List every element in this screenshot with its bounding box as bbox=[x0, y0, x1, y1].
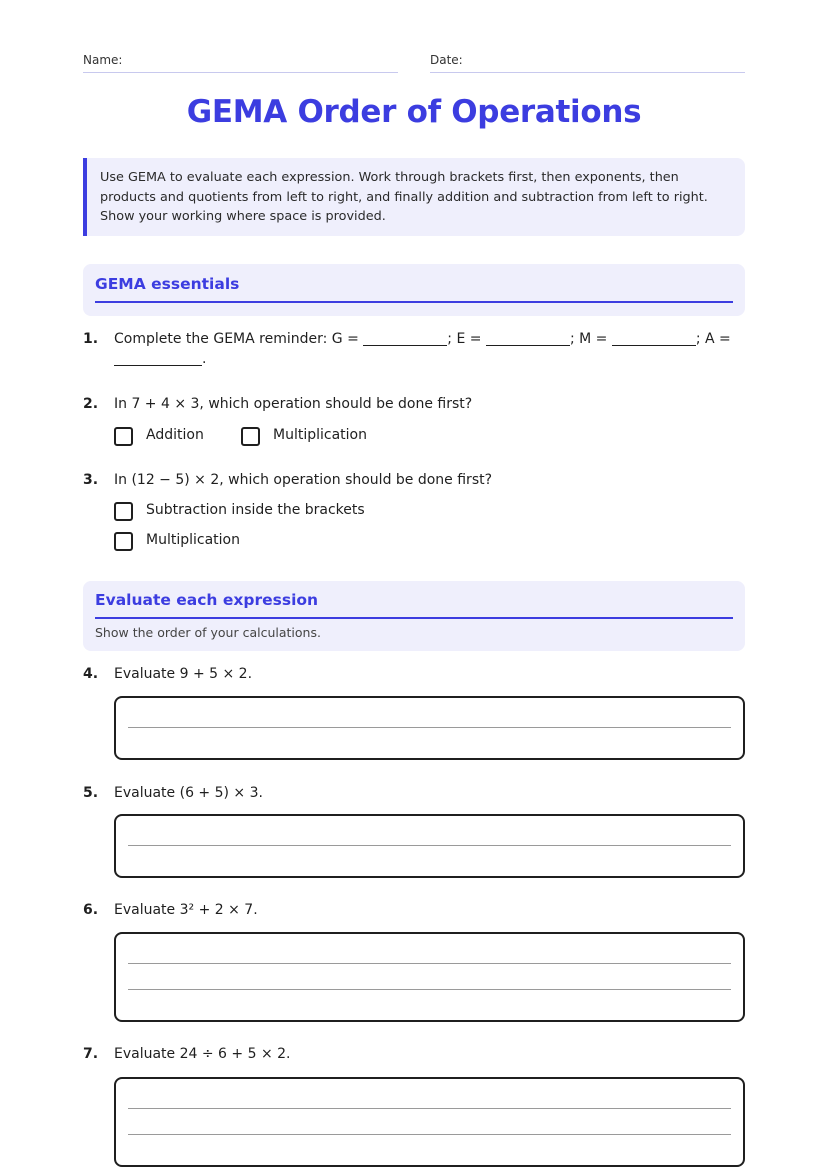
question-number: 2. bbox=[83, 396, 99, 412]
question-text-part: . bbox=[202, 351, 207, 367]
date-label: Date: bbox=[430, 53, 463, 67]
section-rule bbox=[95, 301, 733, 303]
question-number: 6. bbox=[83, 902, 99, 918]
section-header-essentials bbox=[83, 264, 745, 316]
section-title: Evaluate each expression bbox=[95, 591, 319, 609]
name-label: Name: bbox=[83, 53, 123, 67]
section-header-evaluate bbox=[83, 581, 745, 651]
instructions-box bbox=[83, 158, 745, 236]
question-number: 4. bbox=[83, 666, 99, 682]
answer-blank-g[interactable] bbox=[363, 331, 447, 346]
option-label: Subtraction inside the brackets bbox=[146, 502, 365, 518]
checkbox-multiplication[interactable] bbox=[241, 427, 260, 446]
name-field[interactable] bbox=[83, 72, 398, 73]
question-text: Evaluate 24 ÷ 6 + 5 × 2. bbox=[114, 1046, 291, 1062]
section-title: GEMA essentials bbox=[95, 275, 240, 293]
answer-box[interactable] bbox=[114, 1077, 745, 1167]
option-label: Multiplication bbox=[146, 532, 240, 548]
question-text-part: ; M = bbox=[569, 331, 608, 347]
writing-line bbox=[128, 963, 731, 964]
checkbox-subtraction[interactable] bbox=[114, 502, 133, 521]
question-1-text bbox=[114, 331, 731, 347]
instructions-text: Use GEMA to evaluate each expression. Work through brackets first, then exponents, then products and quotients from left to right, and finally addition and subtraction from left to right. Show your working where space is provided. bbox=[100, 170, 708, 225]
question-text: Evaluate (6 + 5) × 3. bbox=[114, 785, 263, 801]
writing-line bbox=[128, 1134, 731, 1135]
answer-blank-e[interactable] bbox=[486, 331, 570, 346]
writing-line bbox=[128, 1108, 731, 1109]
section-subtitle: Show the order of your calculations. bbox=[95, 625, 321, 640]
question-text-part: ; E = bbox=[447, 331, 482, 347]
date-field[interactable] bbox=[430, 72, 745, 73]
option-label: Multiplication bbox=[273, 427, 367, 443]
writing-line bbox=[128, 845, 731, 846]
question-number: 3. bbox=[83, 472, 99, 488]
question-number: 7. bbox=[83, 1046, 99, 1062]
question-text-part: ; A = bbox=[695, 331, 731, 347]
writing-line bbox=[128, 989, 731, 990]
answer-box[interactable] bbox=[114, 932, 745, 1022]
question-text: Evaluate 3² + 2 × 7. bbox=[114, 902, 258, 918]
question-number: 5. bbox=[83, 785, 99, 801]
answer-blank-a[interactable] bbox=[114, 351, 202, 366]
question-text: In (12 − 5) × 2, which operation should be done first? bbox=[114, 472, 493, 488]
answer-box[interactable] bbox=[114, 814, 745, 878]
answer-box[interactable] bbox=[114, 696, 745, 760]
question-number: 1. bbox=[83, 331, 99, 347]
answer-blank-m[interactable] bbox=[612, 331, 696, 346]
question-text-part: Complete the GEMA reminder: G = bbox=[114, 331, 359, 347]
page-title: GEMA Order of Operations bbox=[186, 94, 642, 130]
question-1-continuation bbox=[114, 351, 206, 367]
checkbox-addition[interactable] bbox=[114, 427, 133, 446]
writing-line bbox=[128, 727, 731, 728]
question-text: In 7 + 4 × 3, which operation should be done first? bbox=[114, 396, 473, 412]
section-rule bbox=[95, 617, 733, 619]
question-text: Evaluate 9 + 5 × 2. bbox=[114, 666, 253, 682]
option-label: Addition bbox=[146, 427, 204, 443]
checkbox-multiplication[interactable] bbox=[114, 532, 133, 551]
